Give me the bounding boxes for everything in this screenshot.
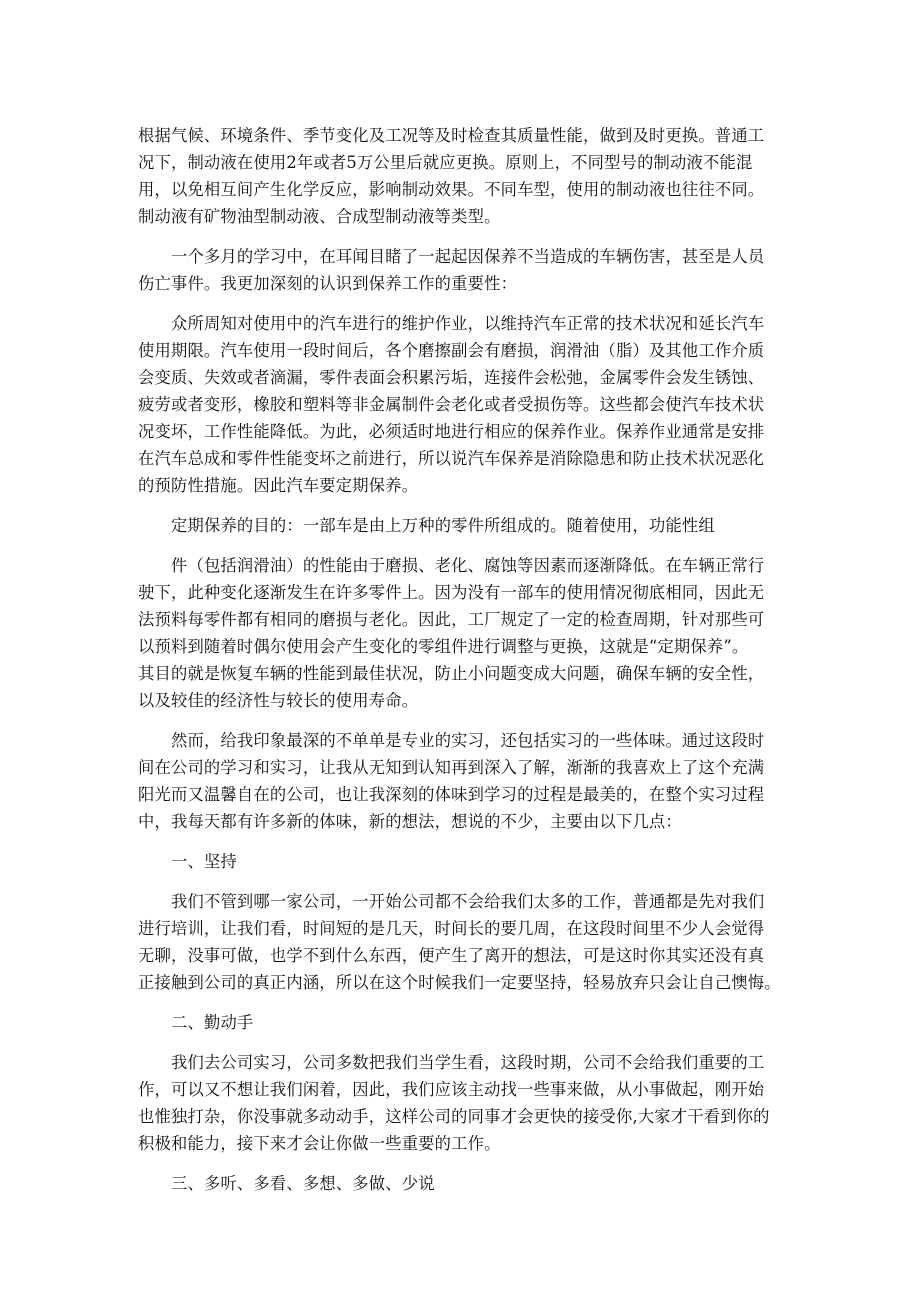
- text-line: 伤亡事件。我更加深刻的认识到保养工作的重要性：: [138, 274, 518, 293]
- text-line: 件（包括润滑油）的性能由于磨损、老化、腐蚀等因素而逐渐降低。在车辆正常行: [171, 556, 765, 575]
- text-line: 况变坏，工作性能降低。为此，必须适时地进行相应的保养作业。保养作业通常是安排: [138, 422, 765, 441]
- section-heading: 一、坚持: [171, 852, 237, 871]
- text-line: 一个多月的学习中，在耳闻目睹了一起起因保养不当造成的车辆伤害，甚至是人员: [171, 247, 765, 266]
- section-heading: 三、多听、多看、多想、多做、少说: [171, 1174, 435, 1193]
- text-line: 疲劳或者变形，橡胶和塑料等非金属制件会老化或者受损伤等。这些都会使汽车技术状: [138, 395, 765, 414]
- heading-hands-on: [138, 1009, 788, 1036]
- text-line: 在汽车总成和零件性能变坏之前进行，所以说汽车保养是消除隐患和防止技术状况恶化: [138, 449, 765, 468]
- text-line: 法预料每零件都有相同的磨损与老化。因此，工厂规定了一定的检查周期，针对那些可: [138, 610, 765, 629]
- paragraph-persist: [138, 888, 788, 996]
- section-heading: 二、勤动手: [171, 1013, 254, 1032]
- text-line: 驶下，此种变化逐渐发生在许多零件上。因为没有一部车的使用情况彻底相同，因此无: [138, 583, 765, 602]
- text-line: 其目的就是恢复车辆的性能到最佳状况，防止小问题变成大问题，确保车辆的安全性，: [138, 664, 765, 683]
- text-line: 积极和能力，接下来才会让你做一些重要的工作。: [138, 1134, 501, 1153]
- paragraph-impressions: [138, 727, 788, 835]
- paragraph-purpose: [138, 512, 788, 539]
- text-line: 以及较佳的经济性与较长的使用寿命。: [138, 691, 419, 710]
- paragraph-components: [138, 552, 788, 714]
- text-line: 正接触到公司的真正内涵，所以在这个时候我们一定要坚持，轻易放弃只会让自己懊悔。: [138, 973, 781, 992]
- text-line: 无聊，没事可做，也学不到什么东西，便产生了离开的想法，可是这时你其实还没有真: [138, 946, 765, 965]
- text-line: 然而，给我印象最深的不单单是专业的实习，还包括实习的一些体味。通过这段时: [171, 731, 765, 750]
- text-line: 用，以免相互间产生化学反应，影响制动效果。不同车型，使用的制动液也往往不同。: [138, 180, 765, 199]
- text-line: 况下，制动液在使用2年或者5万公里后就应更换。原则上，不同型号的制动液不能混: [138, 153, 753, 172]
- text-line: 我们不管到哪一家公司，一开始公司都不会给我们太多的工作，普通都是先对我们: [171, 892, 765, 911]
- text-line: 制动液有矿物油型制动液、合成型制动液等类型。: [138, 207, 501, 226]
- document-page: [138, 122, 788, 1197]
- text-line: 会变质、失效或者滴漏，零件表面会积累污垢，连接件会松弛，金属零件会发生锈蚀、: [138, 368, 765, 387]
- paragraph-hands-on: [138, 1049, 788, 1157]
- text-line: 也惟独打杂，你没事就多动动手，这样公司的同事才会更快的接受你,大家才干看到你的: [138, 1107, 770, 1126]
- text-line: 阳光而又温馨自在的公司，也让我深刻的体味到学习的过程是最美的，在整个实习过程: [138, 785, 765, 804]
- heading-persist: [138, 848, 788, 875]
- text-line: 使用期限。汽车使用一段时间后，各个磨擦副会有磨损，润滑油（脂）及其他工作介质: [138, 341, 765, 360]
- paragraph-brake-fluid: [138, 122, 788, 230]
- paragraph-learning: [138, 243, 788, 297]
- text-line: 定期保养的目的：一部车是由上万种的零件所组成的。随着使用，功能性组: [171, 516, 715, 535]
- text-line: 以预料到随着时偶尔使用会产生变化的零组件进行调整与更换，这就是“定期保养”。: [138, 637, 749, 656]
- text-line: 众所周知对使用中的汽车进行的维护作业，以维持汽车正常的技术状况和延长汽车: [171, 314, 765, 333]
- text-line: 根据气候、环境条件、季节变化及工况等及时检查其质量性能，做到及时更换。普通工: [138, 126, 765, 145]
- text-line: 中，我每天都有许多新的体味，新的想法，想说的不少，主要由以下几点：: [138, 812, 682, 831]
- paragraph-maintenance: [138, 310, 788, 499]
- text-line: 作，可以又不想让我们闲着，因此，我们应该主动找一些事来做，从小事做起，刚开始: [138, 1080, 765, 1099]
- text-line: 的预防性措施。因此汽车要定期保养。: [138, 476, 419, 495]
- heading-listen-more: [138, 1170, 788, 1197]
- text-line: 我们去公司实习，公司多数把我们当学生看，这段时期，公司不会给我们重要的工: [171, 1053, 765, 1072]
- text-line: 进行培训，让我们看，时间短的是几天，时间长的要几周，在这段时间里不少人会觉得: [138, 919, 765, 938]
- text-line: 间在公司的学习和实习，让我从无知到认知再到深入了解，渐渐的我喜欢上了这个充满: [138, 758, 765, 777]
